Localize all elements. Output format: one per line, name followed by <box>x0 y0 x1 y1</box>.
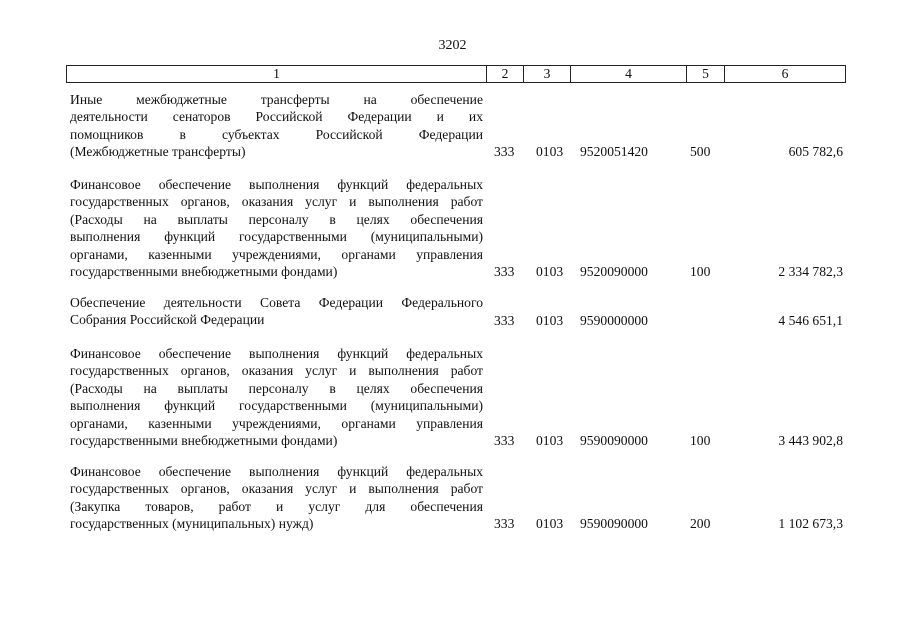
description-line: Иные межбюджетные трансферты на обеспечение <box>70 92 483 107</box>
description-line: Обеспечение деятельности Совета Федерации Федерального <box>70 295 483 310</box>
page-number: 3202 <box>438 38 467 53</box>
description-line: Собрания Российской Федерации <box>70 312 265 328</box>
description-line: выполнения функций государственными (муниципальными) <box>70 398 483 414</box>
cell-section: 0103 <box>536 433 564 448</box>
cell-grbs: 333 <box>494 144 515 159</box>
cell-target-article: 9590000000 <box>580 313 648 328</box>
header-col-6: 6 <box>781 66 789 81</box>
cell-amount: 3 443 902,8 <box>778 433 843 448</box>
description-line: органами, казенными учреждениями, органами управления <box>70 246 483 262</box>
description-line: государственных органов, оказания услуг и выполнения работ <box>70 363 483 379</box>
cell-section: 0103 <box>536 313 564 328</box>
description-line: помощников в субъектах Российской Федерации <box>70 126 483 142</box>
cell-grbs: 333 <box>494 433 515 448</box>
cell-target-article: 9520090000 <box>580 264 648 279</box>
cell-section: 0103 <box>536 516 564 531</box>
cell-amount: 1 102 673,3 <box>778 516 843 531</box>
cell-expense-type: 200 <box>690 516 711 531</box>
row-description <box>70 463 483 533</box>
cell-amount: 605 782,6 <box>788 144 843 159</box>
row-description <box>70 91 483 161</box>
description-line: (Межбюджетные трансферты) <box>70 144 246 160</box>
cell-amount: 4 546 651,1 <box>778 313 843 328</box>
description-line: государственными внебюджетными фондами) <box>70 263 338 279</box>
header-col-2: 2 <box>487 66 524 82</box>
row-description <box>70 345 483 449</box>
table-header <box>66 65 846 83</box>
description-line: (Расходы на выплаты персоналу в целях обеспечения <box>70 211 483 227</box>
description-line: деятельности сенаторов Российской Федерации и их <box>70 109 483 125</box>
cell-grbs: 333 <box>494 313 515 328</box>
cell-expense-type: 100 <box>690 264 711 279</box>
description-line: (Закупка товаров, работ и услуг для обеспечения <box>70 498 483 514</box>
cell-section: 0103 <box>536 264 564 279</box>
row-description <box>70 294 483 329</box>
cell-amount: 2 334 782,3 <box>778 264 843 279</box>
cell-expense-type: 500 <box>690 144 711 159</box>
cell-target-article: 9520051420 <box>580 144 648 159</box>
description-line: Финансовое обеспечение выполнения функций федеральных <box>70 464 483 479</box>
description-line: выполнения функций государственными (муниципальными) <box>70 229 483 245</box>
cell-target-article: 9590090000 <box>580 516 648 531</box>
description-line: Финансовое обеспечение выполнения функций федеральных <box>70 177 483 192</box>
header-col-3: 3 <box>524 66 571 82</box>
description-line: государственных органов, оказания услуг и выполнения работ <box>70 481 483 497</box>
description-line: государственными внебюджетными фондами) <box>70 432 338 448</box>
cell-grbs: 333 <box>494 516 515 531</box>
cell-target-article: 9590090000 <box>580 433 648 448</box>
description-line: государственных органов, оказания услуг и выполнения работ <box>70 194 483 210</box>
row-description <box>70 176 483 280</box>
header-col-4: 4 <box>571 66 687 82</box>
description-line: Финансовое обеспечение выполнения функций федеральных <box>70 346 483 361</box>
header-col-1: 1 <box>67 66 487 82</box>
cell-section: 0103 <box>536 144 564 159</box>
description-line: (Расходы на выплаты персоналу в целях обеспечения <box>70 380 483 396</box>
cell-expense-type: 100 <box>690 433 711 448</box>
header-col-5: 5 <box>687 66 725 82</box>
description-line: государственных (муниципальных) нужд) <box>70 516 314 532</box>
cell-grbs: 333 <box>494 264 515 279</box>
description-line: органами, казенными учреждениями, органами управления <box>70 415 483 431</box>
